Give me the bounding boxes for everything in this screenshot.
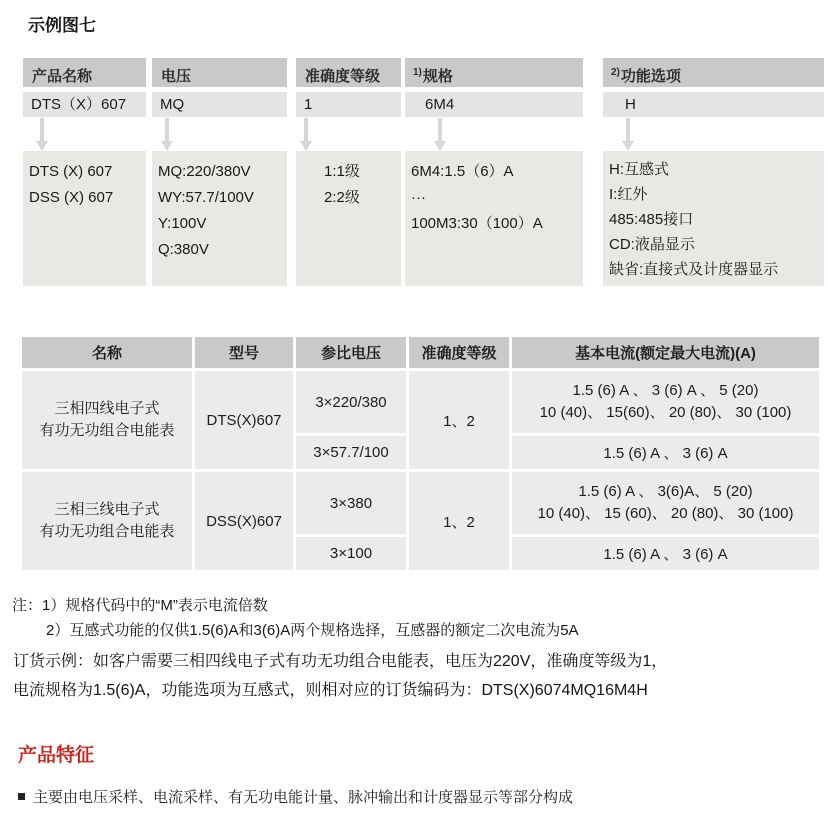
cell-model: DTS(X)607 bbox=[195, 371, 293, 469]
diagram-code-value: H bbox=[603, 92, 824, 117]
cell-voltage: 3×57.7/100 bbox=[296, 436, 406, 469]
diagram-column-voltage bbox=[152, 58, 287, 288]
down-arrow-icon bbox=[622, 118, 635, 151]
name-line: 有功无功组合电能表 bbox=[39, 422, 175, 439]
diagram-column-spec bbox=[405, 58, 583, 288]
col-header-accuracy: 准确度等级 bbox=[409, 337, 509, 368]
current-line: 1.5 (6) A 、 3 (6) A 、 5 (20) bbox=[572, 382, 759, 399]
footnote-marker: 1) bbox=[413, 67, 422, 78]
col-header-name: 名称 bbox=[22, 337, 192, 368]
current-line: 10 (40)、 15(60)、 20 (80)、 30 (100) bbox=[539, 404, 792, 421]
detail-line: 100M3:30（100）A bbox=[411, 215, 543, 232]
down-arrow-icon bbox=[434, 118, 447, 151]
detail-line: MQ:220/380V bbox=[158, 163, 251, 180]
note-line-1: 注：1）规格代码中的“M”表示电流倍数 bbox=[12, 597, 268, 614]
cell-voltage: 3×380 bbox=[296, 472, 406, 534]
cell-name bbox=[22, 472, 192, 570]
diagram-detail-box bbox=[23, 151, 146, 286]
name-line: 三相四线电子式 bbox=[54, 400, 160, 417]
col-header-voltage: 参比电压 bbox=[296, 337, 406, 368]
diagram-header-label: 规格 bbox=[422, 68, 453, 85]
cell-current bbox=[512, 371, 819, 433]
diagram-header bbox=[152, 58, 287, 87]
diagram-detail-box bbox=[296, 151, 401, 286]
diagram-column-product-name bbox=[23, 58, 146, 288]
diagram-header bbox=[23, 58, 146, 87]
diagram-header bbox=[603, 58, 824, 87]
detail-line: DTS (X) 607 bbox=[29, 163, 113, 180]
diagram-header-label: 准确度等级 bbox=[305, 68, 381, 85]
detail-line: 485:485接口 bbox=[609, 211, 694, 228]
detail-line: WY:57.7/100V bbox=[158, 189, 254, 206]
table-header-row bbox=[22, 337, 819, 368]
cell-accuracy: 1、2 bbox=[409, 371, 509, 469]
down-arrow-icon bbox=[300, 118, 313, 151]
detail-line: Q:380V bbox=[158, 241, 209, 258]
spec-table bbox=[19, 334, 822, 573]
order-example-line-1: 订货示例：如客户需要三相四线电子式有功无功组合电能表，电压为220V，准确度等级为1， bbox=[13, 653, 668, 670]
cell-voltage: 3×100 bbox=[296, 537, 406, 570]
diagram-column-accuracy bbox=[296, 58, 401, 288]
col-header-current: 基本电流(额定最大电流)(A) bbox=[512, 337, 819, 368]
detail-line: I:红外 bbox=[609, 186, 648, 203]
cell-current: 1.5 (6) A 、 3 (6) A bbox=[512, 436, 819, 469]
detail-line: DSS (X) 607 bbox=[29, 189, 114, 206]
diagram-code-value: MQ bbox=[152, 92, 287, 117]
cell-voltage: 3×220/380 bbox=[296, 371, 406, 433]
order-example-line-2: 电流规格为1.5(6)A，功能选项为互感式，则相对应的订货编码为：DTS(X)6074MQ16M4H bbox=[13, 682, 648, 699]
current-line: 10 (40)、 15 (60)、 20 (80)、 30 (100) bbox=[537, 505, 794, 522]
cell-model: DSS(X)607 bbox=[195, 472, 293, 570]
cell-current: 1.5 (6) A 、 3 (6) A bbox=[512, 537, 819, 570]
bullet-square-icon bbox=[18, 793, 25, 800]
features-heading: 产品特征 bbox=[18, 745, 95, 766]
diagram-header-label: 功能选项 bbox=[620, 68, 681, 85]
feature-text: 主要由电压采样、电流采样、有无功电能计量、脉冲输出和计度器显示等部分构成 bbox=[33, 789, 574, 806]
diagram-header bbox=[296, 58, 401, 87]
diagram-header-label: 电压 bbox=[161, 68, 192, 85]
down-arrow-icon bbox=[36, 118, 49, 151]
detail-line: CD:液晶显示 bbox=[609, 236, 695, 253]
diagram-code-value: DTS（X）607 bbox=[23, 92, 146, 117]
detail-line: 缺省:直接式及计度器显示 bbox=[609, 261, 779, 278]
diagram-column-function bbox=[603, 58, 824, 288]
diagram-code-value: 1 bbox=[296, 92, 401, 117]
col-header-model: 型号 bbox=[195, 337, 293, 368]
feature-item bbox=[18, 786, 573, 807]
down-arrow-icon bbox=[161, 118, 174, 151]
diagram-detail-box bbox=[405, 151, 583, 286]
table-row bbox=[22, 472, 819, 534]
diagram-header bbox=[405, 58, 583, 87]
diagram-code-value: 6M4 bbox=[405, 92, 583, 117]
detail-line: 2:2级 bbox=[324, 189, 360, 206]
cell-current bbox=[512, 472, 819, 534]
detail-line: ··· bbox=[411, 189, 426, 206]
table-row bbox=[22, 371, 819, 433]
detail-line: 1:1级 bbox=[324, 163, 360, 180]
detail-line: Y:100V bbox=[158, 215, 207, 232]
name-line: 有功无功组合电能表 bbox=[39, 523, 175, 540]
diagram-detail-box bbox=[152, 151, 287, 286]
footnote-marker: 2) bbox=[611, 67, 620, 78]
page-title: 示例图七 bbox=[28, 16, 96, 35]
diagram-header-label: 产品名称 bbox=[32, 68, 93, 85]
detail-line: 6M4:1.5（6）A bbox=[411, 163, 514, 180]
cell-accuracy: 1、2 bbox=[409, 472, 509, 570]
current-line: 1.5 (6) A 、 3(6)A、 5 (20) bbox=[578, 483, 753, 500]
cell-name bbox=[22, 371, 192, 469]
diagram-detail-box bbox=[603, 151, 824, 286]
detail-line: H:互感式 bbox=[609, 161, 670, 178]
note-line-2: 2）互感式功能的仅供1.5(6)A和3(6)A两个规格选择，互感器的额定二次电流为5A bbox=[46, 622, 579, 639]
name-line: 三相三线电子式 bbox=[54, 501, 160, 518]
